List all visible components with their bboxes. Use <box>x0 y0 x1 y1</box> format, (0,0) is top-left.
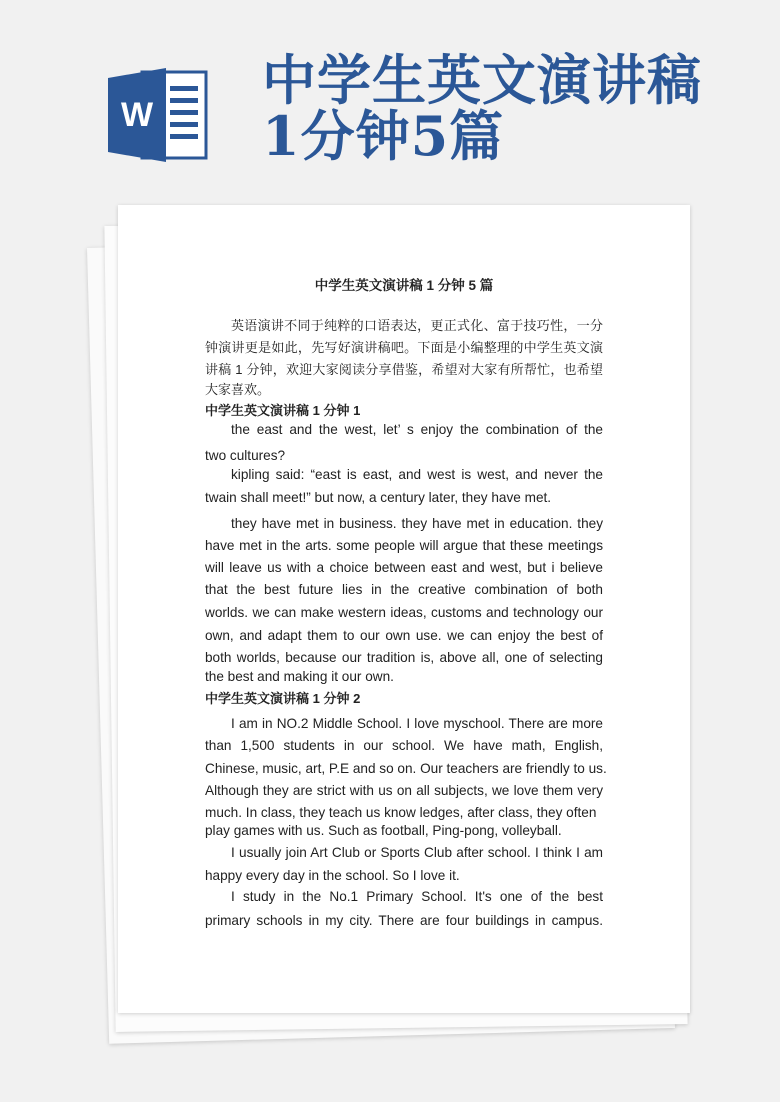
text-line: 钟演讲更是如此，先写好演讲稿吧。下面是小编整理的中学生英文演 <box>205 340 603 355</box>
text-line: the east and the west, let’ s enjoy the combination of the <box>231 422 603 437</box>
text-line: I usually join Art Club or Sports Club after school. I think I am <box>231 845 603 860</box>
text-line: play games with us. Such as football, Ping-pong, volleyball. <box>205 823 562 838</box>
text-line: Chinese, music, art, P.E and so on. Our teachers are friendly to us. <box>205 761 607 776</box>
text-line: 讲稿 1 分钟，欢迎大家阅读分享借鉴，希望对大家有所帮忙，也希望 <box>205 362 603 377</box>
hero-title <box>262 48 702 168</box>
svg-text:W: W <box>120 96 154 134</box>
text-line: I am in NO.2 Middle School. I love myschool. There are more <box>231 716 603 731</box>
text-line: worlds. we can make western ideas, customs and technology our <box>205 605 603 620</box>
text-line: have met in the arts. some people will argue that these meetings <box>205 538 603 553</box>
word-document-icon <box>108 68 208 162</box>
text-line: kipling said: “east is east, and west is west, and never the <box>231 467 603 482</box>
text-line: Although they are strict with us on all subjects, we love them very <box>205 783 603 798</box>
text-line: will leave us with a choice between east and west, but i believe <box>205 560 603 575</box>
text-line: I study in the No.1 Primary School. It's one of the best <box>231 889 603 904</box>
text-line: that the best future lies in the creative combination of both <box>205 582 603 597</box>
text-line: twain shall meet!” but now, a century later, they have met. <box>205 490 552 505</box>
text-line: 大家喜欢。 <box>205 382 271 397</box>
text-line: much. In class, they teach us know ledges, after class, they often <box>205 805 597 820</box>
hero-title-line2: 1分钟5篇 <box>262 104 505 168</box>
text-line: they have met in business. they have met in education. they <box>231 516 603 531</box>
text-line: two cultures? <box>205 448 286 463</box>
text-line: 英语演讲不同于纯粹的口语表达，更正式化、富于技巧性，一分 <box>231 318 603 333</box>
section-heading: 中学生英文演讲稿 1 分钟 2 <box>205 691 361 706</box>
section-heading: 中学生英文演讲稿 1 分钟 1 <box>205 403 361 418</box>
document-title: 中学生英文演讲稿 1 分钟 5 篇 <box>314 278 494 293</box>
text-line: than 1,500 students in our school. We have math, English, <box>205 738 603 753</box>
text-line: happy every day in the school. So I love it. <box>205 868 460 883</box>
hero-title-line1: 中学生英文演讲稿 <box>262 48 702 112</box>
text-line: own, and adapt them to our own use. we can enjoy the best of <box>205 628 603 643</box>
text-line: primary schools in my city. There are four buildings in campus. <box>205 913 603 928</box>
text-line: both worlds, because our tradition is, above all, one of selecting <box>205 650 603 665</box>
text-line: the best and making it our own. <box>205 669 394 684</box>
